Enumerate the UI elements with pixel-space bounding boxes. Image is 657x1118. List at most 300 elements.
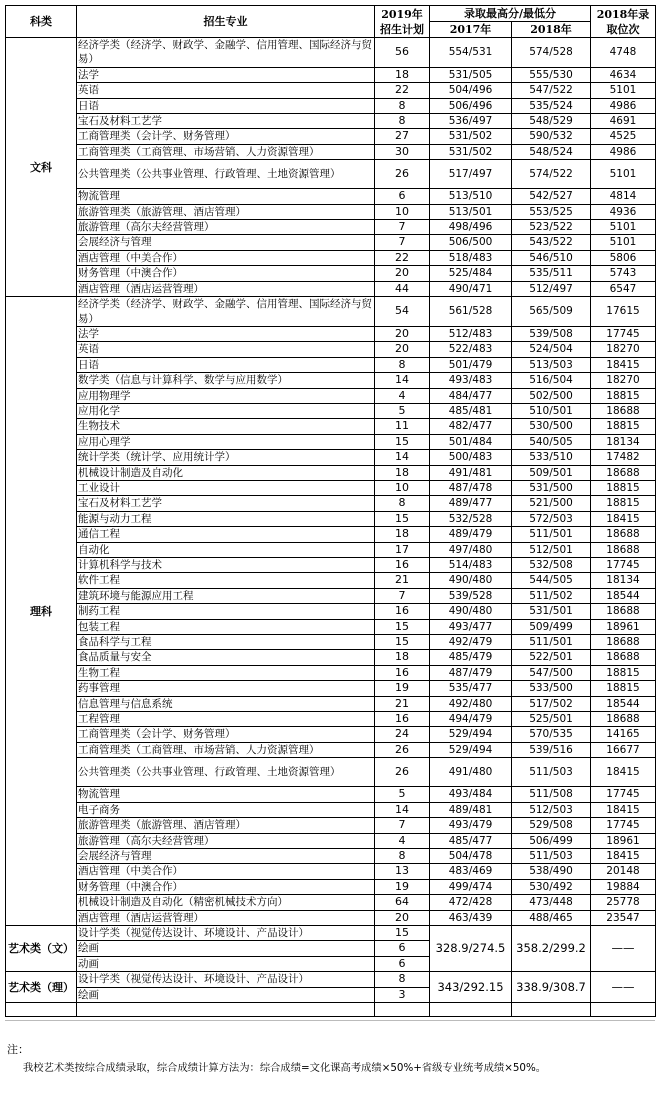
plan-cell: 14 xyxy=(375,373,430,388)
score-2018-cell: 531/501 xyxy=(512,604,591,619)
rank-cell: 18415 xyxy=(591,802,656,817)
score-2017-cell: 493/477 xyxy=(430,619,512,634)
score-2017-cell: 493/483 xyxy=(430,373,512,388)
score-2018-cell: 358.2/299.2 xyxy=(512,925,591,971)
table-row xyxy=(6,160,656,189)
header-major: 招生专业 xyxy=(77,6,375,38)
score-2017-cell: 485/479 xyxy=(430,650,512,665)
note-text: 我校艺术类按综合成绩录取，综合成绩计算方法为：综合成绩=文化课高考成绩×50%+省级专业统考成绩×50%。 xyxy=(23,1062,547,1074)
major-cell: 食品质量与安全 xyxy=(77,650,375,665)
plan-cell: 8 xyxy=(375,114,430,129)
score-2018-cell: 553/525 xyxy=(512,204,591,219)
plan-cell: 64 xyxy=(375,895,430,910)
score-2018-cell: 538/490 xyxy=(512,864,591,879)
plan-cell: 19 xyxy=(375,681,430,696)
table-row xyxy=(6,665,656,680)
score-2018-cell: 531/500 xyxy=(512,480,591,495)
score-2018-cell: 512/497 xyxy=(512,281,591,296)
empty-cell xyxy=(430,1002,512,1016)
major-cell: 日语 xyxy=(77,98,375,113)
score-2018-cell: 506/499 xyxy=(512,833,591,848)
table-row xyxy=(6,802,656,817)
rank-cell: —— xyxy=(591,925,656,971)
major-cell: 信息管理与信息系统 xyxy=(77,696,375,711)
table-row xyxy=(6,787,656,802)
rank-cell: 18415 xyxy=(591,357,656,372)
rank-cell: 18270 xyxy=(591,342,656,357)
table-row xyxy=(6,650,656,665)
score-2018-cell: 511/501 xyxy=(512,527,591,542)
empty-cell xyxy=(591,1002,656,1016)
plan-cell: 54 xyxy=(375,297,430,327)
major-cell: 工程管理 xyxy=(77,712,375,727)
score-2017-cell: 499/474 xyxy=(430,879,512,894)
rank-cell: 18415 xyxy=(591,511,656,526)
major-cell: 机械设计制造及自动化（精密机械技术方向） xyxy=(77,895,375,910)
score-2017-cell: 490/471 xyxy=(430,281,512,296)
rank-cell: 18688 xyxy=(591,712,656,727)
score-2017-cell: 482/477 xyxy=(430,419,512,434)
plan-cell: 18 xyxy=(375,67,430,82)
major-cell: 应用化学 xyxy=(77,403,375,418)
score-2018-cell: 525/501 xyxy=(512,712,591,727)
table-row xyxy=(6,235,656,250)
major-cell: 旅游管理类（旅游管理、酒店管理） xyxy=(77,818,375,833)
score-2018-cell: 523/522 xyxy=(512,220,591,235)
score-2018-cell: 590/532 xyxy=(512,129,591,144)
table-row xyxy=(6,742,656,757)
table-row xyxy=(6,98,656,113)
table-row xyxy=(6,114,656,129)
plan-cell: 16 xyxy=(375,604,430,619)
major-cell: 英语 xyxy=(77,342,375,357)
score-2018-cell: 510/501 xyxy=(512,403,591,418)
score-2017-cell: 501/484 xyxy=(430,434,512,449)
score-2018-cell: 547/500 xyxy=(512,665,591,680)
score-2018-cell: 473/448 xyxy=(512,895,591,910)
score-2017-cell: 487/478 xyxy=(430,480,512,495)
plan-cell: 21 xyxy=(375,696,430,711)
header-category: 科类 xyxy=(6,6,77,38)
table-row xyxy=(6,925,656,940)
empty-cell xyxy=(375,1002,430,1016)
major-cell: 英语 xyxy=(77,83,375,98)
rank-cell: 25778 xyxy=(591,895,656,910)
rank-cell: 18544 xyxy=(591,588,656,603)
major-cell: 生物工程 xyxy=(77,665,375,680)
table-row xyxy=(6,758,656,787)
rank-cell: 4525 xyxy=(591,129,656,144)
major-cell: 旅游管理类（旅游管理、酒店管理） xyxy=(77,204,375,219)
plan-cell: 4 xyxy=(375,833,430,848)
major-cell: 能源与动力工程 xyxy=(77,511,375,526)
plan-cell: 15 xyxy=(375,635,430,650)
plan-cell: 22 xyxy=(375,250,430,265)
score-2017-cell: 532/528 xyxy=(430,511,512,526)
score-2017-cell: 501/479 xyxy=(430,357,512,372)
major-cell: 工商管理类（工商管理、市场营销、人力资源管理） xyxy=(77,742,375,757)
score-2018-cell: 511/503 xyxy=(512,848,591,863)
plan-cell: 26 xyxy=(375,758,430,787)
rank-cell: 18815 xyxy=(591,681,656,696)
rank-cell: 18134 xyxy=(591,434,656,449)
table-row xyxy=(6,604,656,619)
admission-table xyxy=(5,5,656,1017)
header-2017: 2017年 xyxy=(430,22,512,38)
table-row xyxy=(6,357,656,372)
score-2017-cell: 492/479 xyxy=(430,635,512,650)
score-2018-cell: 512/501 xyxy=(512,542,591,557)
table-row xyxy=(6,204,656,219)
category-cell: 理科 xyxy=(6,297,77,926)
rank-cell: 18688 xyxy=(591,650,656,665)
score-2017-cell: 513/510 xyxy=(430,189,512,204)
score-2018-cell: 530/492 xyxy=(512,879,591,894)
score-2018-cell: 522/501 xyxy=(512,650,591,665)
plan-cell: 20 xyxy=(375,266,430,281)
table-row xyxy=(6,542,656,557)
score-2017-cell: 489/479 xyxy=(430,527,512,542)
major-cell: 工商管理类（会计学、财务管理） xyxy=(77,727,375,742)
table-row xyxy=(6,326,656,341)
score-2018-cell: 570/535 xyxy=(512,727,591,742)
score-2017-cell: 489/481 xyxy=(430,802,512,817)
table-row xyxy=(6,879,656,894)
plan-cell: 7 xyxy=(375,235,430,250)
score-2018-cell: 502/500 xyxy=(512,388,591,403)
score-2017-cell: 539/528 xyxy=(430,588,512,603)
rank-cell: 4814 xyxy=(591,189,656,204)
plan-cell: 11 xyxy=(375,419,430,434)
score-2018-cell: 513/503 xyxy=(512,357,591,372)
major-cell: 宝石及材料工艺学 xyxy=(77,496,375,511)
rank-cell: 6547 xyxy=(591,281,656,296)
major-cell: 软件工程 xyxy=(77,573,375,588)
plan-cell: 8 xyxy=(375,98,430,113)
major-cell: 宝石及材料工艺学 xyxy=(77,114,375,129)
plan-cell: 56 xyxy=(375,38,430,68)
major-cell: 酒店管理（酒店运营管理） xyxy=(77,281,375,296)
rank-cell: 18270 xyxy=(591,373,656,388)
plan-cell: 44 xyxy=(375,281,430,296)
score-2017-cell: 328.9/274.5 xyxy=(430,925,512,971)
score-2018-cell: 488/465 xyxy=(512,910,591,925)
rank-cell: 18688 xyxy=(591,635,656,650)
note-section xyxy=(5,1020,655,1112)
score-2018-cell: 524/504 xyxy=(512,342,591,357)
score-2018-cell: 540/505 xyxy=(512,434,591,449)
table-row xyxy=(6,895,656,910)
rank-cell: 18815 xyxy=(591,480,656,495)
table-row xyxy=(6,67,656,82)
score-2018-cell: 529/508 xyxy=(512,818,591,833)
plan-cell: 4 xyxy=(375,388,430,403)
major-cell: 机械设计制造及自动化 xyxy=(77,465,375,480)
table-row xyxy=(6,910,656,925)
score-2017-cell: 493/479 xyxy=(430,818,512,833)
rank-cell: 4986 xyxy=(591,144,656,159)
major-cell: 设计学类（视觉传达设计、环境设计、产品设计） xyxy=(77,972,375,987)
score-2017-cell: 514/483 xyxy=(430,558,512,573)
score-2017-cell: 506/496 xyxy=(430,98,512,113)
plan-cell: 21 xyxy=(375,573,430,588)
score-2017-cell: 536/497 xyxy=(430,114,512,129)
rank-cell: 18688 xyxy=(591,542,656,557)
plan-cell: 3 xyxy=(375,987,430,1002)
major-cell: 通信工程 xyxy=(77,527,375,542)
major-cell: 会展经济与管理 xyxy=(77,235,375,250)
plan-cell: 17 xyxy=(375,542,430,557)
plan-cell: 14 xyxy=(375,802,430,817)
header-2018: 2018年 xyxy=(512,22,591,38)
table-row xyxy=(6,681,656,696)
score-2018-cell: 555/530 xyxy=(512,67,591,82)
rank-cell: 17482 xyxy=(591,450,656,465)
plan-cell: 5 xyxy=(375,787,430,802)
plan-cell: 15 xyxy=(375,511,430,526)
score-2017-cell: 529/494 xyxy=(430,742,512,757)
score-2017-cell: 561/528 xyxy=(430,297,512,327)
rank-cell: 5806 xyxy=(591,250,656,265)
major-cell: 酒店管理（中美合作） xyxy=(77,250,375,265)
rank-cell: 4936 xyxy=(591,204,656,219)
rank-cell: 4691 xyxy=(591,114,656,129)
score-2017-cell: 491/480 xyxy=(430,758,512,787)
major-cell: 设计学类（视觉传达设计、环境设计、产品设计） xyxy=(77,925,375,940)
plan-cell: 22 xyxy=(375,83,430,98)
score-2018-cell: 512/503 xyxy=(512,802,591,817)
plan-cell: 10 xyxy=(375,480,430,495)
rank-cell: 18815 xyxy=(591,665,656,680)
category-cell: 艺术类（理） xyxy=(6,972,77,1003)
score-2017-cell: 513/501 xyxy=(430,204,512,219)
major-cell: 药事管理 xyxy=(77,681,375,696)
rank-cell: 17745 xyxy=(591,818,656,833)
score-2017-cell: 491/481 xyxy=(430,465,512,480)
score-2018-cell: 565/509 xyxy=(512,297,591,327)
plan-cell: 6 xyxy=(375,189,430,204)
rank-cell: 17745 xyxy=(591,326,656,341)
major-cell: 旅游管理（高尔夫经营管理） xyxy=(77,833,375,848)
table-row xyxy=(6,297,656,327)
rank-cell: 5101 xyxy=(591,83,656,98)
plan-cell: 7 xyxy=(375,588,430,603)
table-row xyxy=(6,818,656,833)
major-cell: 自动化 xyxy=(77,542,375,557)
major-cell: 建筑环境与能源应用工程 xyxy=(77,588,375,603)
score-2018-cell: 517/502 xyxy=(512,696,591,711)
plan-cell: 16 xyxy=(375,665,430,680)
empty-cell xyxy=(6,1002,77,1016)
score-2017-cell: 492/480 xyxy=(430,696,512,711)
major-cell: 工商管理类（会计学、财务管理） xyxy=(77,129,375,144)
plan-cell: 14 xyxy=(375,450,430,465)
score-2017-cell: 343/292.15 xyxy=(430,972,512,1003)
table-row xyxy=(6,266,656,281)
plan-cell: 15 xyxy=(375,619,430,634)
score-2018-cell: 574/528 xyxy=(512,38,591,68)
rank-cell: 17615 xyxy=(591,297,656,327)
table-row xyxy=(6,558,656,573)
table-row xyxy=(6,972,656,987)
score-2017-cell: 531/505 xyxy=(430,67,512,82)
header-scores: 录取最高分/最低分 xyxy=(430,6,591,22)
rank-cell: 17745 xyxy=(591,787,656,802)
major-cell: 公共管理类（公共事业管理、行政管理、土地资源管理） xyxy=(77,160,375,189)
plan-cell: 7 xyxy=(375,220,430,235)
plan-cell: 8 xyxy=(375,496,430,511)
rank-cell: 14165 xyxy=(591,727,656,742)
score-2018-cell: 533/510 xyxy=(512,450,591,465)
plan-cell: 26 xyxy=(375,742,430,757)
rank-cell: 20148 xyxy=(591,864,656,879)
score-2018-cell: 511/501 xyxy=(512,635,591,650)
rank-cell: 18688 xyxy=(591,527,656,542)
major-cell: 包装工程 xyxy=(77,619,375,634)
major-cell: 经济学类（经济学、财政学、金融学、信用管理、国际经济与贸易） xyxy=(77,38,375,68)
rank-cell: 5101 xyxy=(591,235,656,250)
rank-cell: 18961 xyxy=(591,833,656,848)
header-plan: 2019年招生计划 xyxy=(375,6,430,38)
major-cell: 物流管理 xyxy=(77,787,375,802)
table-row xyxy=(6,848,656,863)
score-2018-cell: 546/510 xyxy=(512,250,591,265)
plan-cell: 19 xyxy=(375,879,430,894)
major-cell: 财务管理（中澳合作） xyxy=(77,879,375,894)
score-2017-cell: 487/479 xyxy=(430,665,512,680)
plan-cell: 7 xyxy=(375,818,430,833)
plan-cell: 15 xyxy=(375,434,430,449)
score-2017-cell: 484/477 xyxy=(430,388,512,403)
table-row xyxy=(6,465,656,480)
rank-cell: 18544 xyxy=(591,696,656,711)
score-2018-cell: 511/503 xyxy=(512,758,591,787)
score-2018-cell: 516/504 xyxy=(512,373,591,388)
plan-cell: 6 xyxy=(375,956,430,971)
plan-cell: 30 xyxy=(375,144,430,159)
rank-cell: 4634 xyxy=(591,67,656,82)
empty-cell xyxy=(512,1002,591,1016)
table-row xyxy=(6,403,656,418)
score-2018-cell: 535/511 xyxy=(512,266,591,281)
plan-cell: 8 xyxy=(375,357,430,372)
score-2018-cell: 535/524 xyxy=(512,98,591,113)
score-2018-cell: 548/524 xyxy=(512,144,591,159)
table-row xyxy=(6,342,656,357)
table-row xyxy=(6,496,656,511)
major-cell: 食品科学与工程 xyxy=(77,635,375,650)
category-cell: 文科 xyxy=(6,38,77,297)
table-row xyxy=(6,250,656,265)
major-cell: 法学 xyxy=(77,67,375,82)
table-row xyxy=(6,450,656,465)
plan-cell: 15 xyxy=(375,925,430,940)
major-cell: 财务管理（中澳合作） xyxy=(77,266,375,281)
major-cell: 酒店管理（酒店运营管理） xyxy=(77,910,375,925)
major-cell: 日语 xyxy=(77,357,375,372)
major-cell: 数学类（信息与计算科学、数学与应用数学） xyxy=(77,373,375,388)
score-2017-cell: 489/477 xyxy=(430,496,512,511)
score-2017-cell: 517/497 xyxy=(430,160,512,189)
plan-cell: 8 xyxy=(375,972,430,987)
score-2017-cell: 522/483 xyxy=(430,342,512,357)
score-2017-cell: 483/469 xyxy=(430,864,512,879)
major-cell: 应用物理学 xyxy=(77,388,375,403)
table-row xyxy=(6,281,656,296)
major-cell: 计算机科学与技术 xyxy=(77,558,375,573)
major-cell: 法学 xyxy=(77,326,375,341)
plan-cell: 18 xyxy=(375,650,430,665)
major-cell: 会展经济与管理 xyxy=(77,848,375,863)
score-2017-cell: 535/477 xyxy=(430,681,512,696)
score-2018-cell: 511/508 xyxy=(512,787,591,802)
score-2017-cell: 494/479 xyxy=(430,712,512,727)
score-2017-cell: 463/439 xyxy=(430,910,512,925)
empty-cell xyxy=(77,1002,375,1016)
plan-cell: 20 xyxy=(375,910,430,925)
score-2018-cell: 509/501 xyxy=(512,465,591,480)
score-2017-cell: 485/481 xyxy=(430,403,512,418)
plan-cell: 16 xyxy=(375,558,430,573)
table-row xyxy=(6,38,656,68)
rank-cell: —— xyxy=(591,972,656,1003)
rank-cell: 19884 xyxy=(591,879,656,894)
score-2018-cell: 338.9/308.7 xyxy=(512,972,591,1003)
major-cell: 经济学类（经济学、财政学、金融学、信用管理、国际经济与贸易） xyxy=(77,297,375,327)
table-row xyxy=(6,573,656,588)
rank-cell: 4748 xyxy=(591,38,656,68)
rank-cell: 18815 xyxy=(591,388,656,403)
rank-cell: 18415 xyxy=(591,848,656,863)
plan-cell: 16 xyxy=(375,712,430,727)
plan-cell: 26 xyxy=(375,160,430,189)
score-2018-cell: 574/522 xyxy=(512,160,591,189)
plan-cell: 13 xyxy=(375,864,430,879)
score-2018-cell: 539/508 xyxy=(512,326,591,341)
major-cell: 工商管理类（工商管理、市场营销、人力资源管理） xyxy=(77,144,375,159)
rank-cell: 18415 xyxy=(591,758,656,787)
score-2018-cell: 572/503 xyxy=(512,511,591,526)
score-2017-cell: 472/428 xyxy=(430,895,512,910)
rank-cell: 4986 xyxy=(591,98,656,113)
score-2017-cell: 525/484 xyxy=(430,266,512,281)
major-cell: 酒店管理（中美合作） xyxy=(77,864,375,879)
table-row xyxy=(6,635,656,650)
score-2017-cell: 498/496 xyxy=(430,220,512,235)
table-row xyxy=(6,434,656,449)
score-2018-cell: 547/522 xyxy=(512,83,591,98)
spacer-row xyxy=(6,1002,656,1016)
plan-cell: 18 xyxy=(375,465,430,480)
table-row xyxy=(6,388,656,403)
score-2017-cell: 554/531 xyxy=(430,38,512,68)
major-cell: 物流管理 xyxy=(77,189,375,204)
rank-cell: 18688 xyxy=(591,604,656,619)
plan-cell: 18 xyxy=(375,527,430,542)
rank-cell: 16677 xyxy=(591,742,656,757)
score-2017-cell: 529/494 xyxy=(430,727,512,742)
score-2018-cell: 530/500 xyxy=(512,419,591,434)
score-2018-cell: 521/500 xyxy=(512,496,591,511)
score-2017-cell: 504/478 xyxy=(430,848,512,863)
table-row xyxy=(6,480,656,495)
score-2017-cell: 500/483 xyxy=(430,450,512,465)
score-2018-cell: 539/516 xyxy=(512,742,591,757)
score-2017-cell: 490/480 xyxy=(430,573,512,588)
score-2018-cell: 542/527 xyxy=(512,189,591,204)
rank-cell: 23547 xyxy=(591,910,656,925)
table-row xyxy=(6,727,656,742)
